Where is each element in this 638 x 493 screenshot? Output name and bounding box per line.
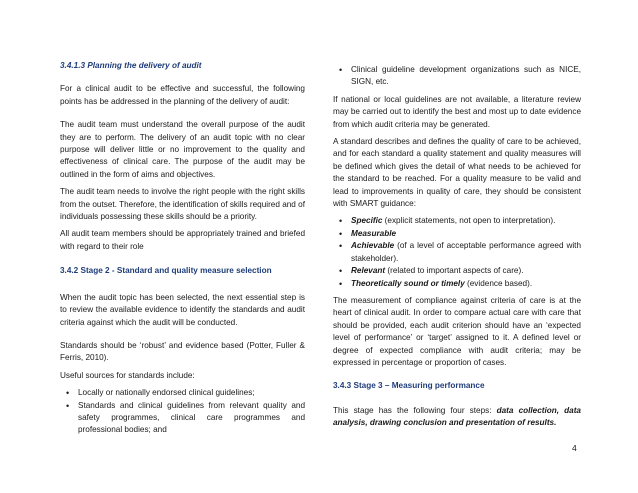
paragraph: For a clinical audit to be effective and successful, the following points has be addressed in the planning of the delivery of audit: (60, 84, 305, 106)
list-item: • Standards and clinical guidelines from relevant quality and safety programmes, clinical care programmes and professional bodies; and (60, 400, 305, 437)
paragraph: If national or local guidelines are not available, a literature review may be carried out to identify the best and most up to date evidence from which audit criteria may be generated. (333, 94, 581, 129)
smart-term: Measurable (351, 228, 397, 238)
smart-item (333, 278, 581, 290)
paragraph: The measurement of compliance against criteria of care is at the heart of clinical audit. In order to compare actual care with care that should be provided, each audit criterion should have an ‘expected level of performance’ or ‘target’ assigned to it. A defined level or degree of expected compliance with audit criteria; may be expressed in percentage or proportion of cases. (333, 295, 581, 367)
paragraph: The audit team needs to involve the right people with the right skills from the outset. Therefore, the identification of skills required and of individuals possessing these skills should be a priority. (60, 187, 305, 222)
paragraph: When the audit topic has been selected, the next essential step is to review the available evidence to identify the standards and audit criteria against which the audit will be conducted. (60, 292, 305, 327)
smart-term: Relevant (351, 266, 386, 276)
smart-desc: (evidence based). (464, 278, 533, 288)
paragraph: Useful sources for standards include: (60, 370, 195, 380)
paragraph: The audit team must understand the overall purpose of the audit they are to perform. The delivery of an audit topic with no clear purpose will deliver little or no improvement to the quality and effectiveness of clinical care. The purpose of the audit may be outlined in the form of aims and objectives. (60, 120, 305, 179)
section-heading-3-4-1-3: 3.4.1.3 Planning the delivery of audit (60, 61, 202, 70)
paragraph: Standards should be ‘robust’ and evidence based (Potter, Fuller & Ferris, 2010). (60, 340, 305, 363)
sources-list (60, 387, 305, 437)
smart-term: Achievable (351, 241, 395, 251)
section-heading-3-4-3: 3.4.3 Stage 3 – Measuring performance (333, 381, 485, 391)
smart-list (333, 215, 581, 289)
smart-term: Specific (351, 216, 383, 226)
left-column (60, 60, 305, 442)
smart-item (333, 215, 581, 227)
list-item: • Locally or nationally endorsed clinical guidelines; (60, 387, 305, 399)
smart-item (333, 228, 581, 240)
smart-item (333, 240, 581, 265)
paragraph: A standard describes and defines the quality of care to be achieved, and for each standard a quality statement and quality measures will be defined which gives the detail of what needs to be achieved for the standard to be reached. For a quality measure to be valid and lead to improvements in quality of care, they should be consistent with SMART guidance: (333, 137, 581, 209)
paragraph: All audit team members should be appropriately trained and briefed with regard to their role (60, 229, 305, 251)
smart-desc: (related to important aspects of care). (385, 266, 524, 276)
smart-term: Theoretically sound or timely (351, 278, 465, 288)
smart-desc: (of a level of acceptable performance agreed with stakeholder). (351, 241, 581, 263)
page-number: 4 (572, 443, 577, 453)
smart-item (333, 265, 581, 277)
right-column (333, 64, 581, 435)
paragraph-emphasis: data collection, data analysis, drawing conclusion and presentation of results. (333, 405, 581, 428)
paragraph (333, 405, 581, 430)
section-heading-3-4-2: 3.4.2 Stage 2 - Standard and quality measure selection (60, 266, 272, 276)
smart-desc: (explicit statements, not open to interpretation). (382, 216, 556, 226)
paragraph-lead: This stage has the following four steps: (333, 405, 497, 415)
list-item: • Clinical guideline development organizations such as NICE, SIGN, etc. (333, 64, 581, 89)
sources-list-continued (333, 64, 581, 89)
